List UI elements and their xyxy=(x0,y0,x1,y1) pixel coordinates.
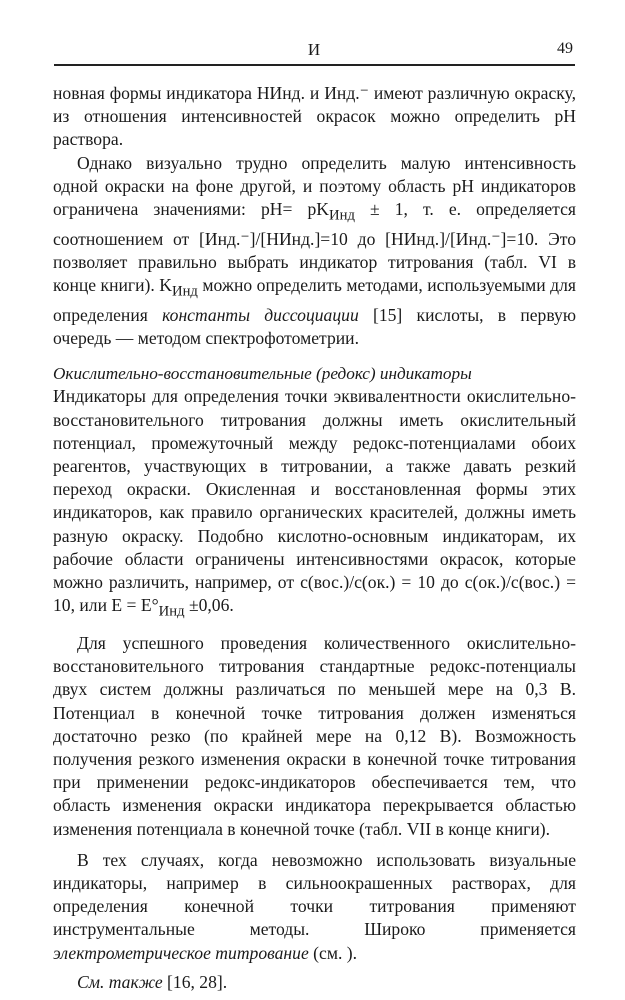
page-header xyxy=(54,38,575,66)
text-body xyxy=(53,82,576,994)
subscript-ind: Инд xyxy=(158,603,185,620)
italic-term: электрометрическое титрование xyxy=(53,942,309,963)
running-head: И xyxy=(307,40,322,59)
paragraph-2: Однако визуально трудно определить малую интенсивность одной окраски на фоне другой, и поэтому область pH индикаторов ограничена значениями: $pH= pK_{Инд} \pm 1$, т. е. определяется соотношением от [Инд.⁻]/[НИнд.]=10 до [НИнд.]/[Инд.⁻]=10. Это позволяет правильно выбрать индикатор титрования (табл. VI в конце книги). $K_{Инд}$ можно определить методами, используемыми для определения константы диссоциации [15] кислоты, в первую очередь — методом спектрофотометрии. xyxy=(53,152,576,349)
paragraph-3: Индикаторы для определения точки эквивалентности окислительно-восстановительного титрования должны иметь окислительный потенциал, промежуточный между редокс-потенциалами обоих реагентов, участвующих в титровании, а также давать резкий переход окраски. Окисленная и восстановленная формы этих индикаторов, как правило органических красителей, должны иметь разную окраску. Подобно кислотно-основным индикаторам, их рабочие области ограничены интенсивностями окрасок, которые можно различить, например, от c(вос.)/c(ок.) = 10 до c(ок.)/c(вос.) = 10, или $E = E^\circ_{Инд} \pm 0,06$. xyxy=(53,386,576,620)
paragraph-4: Для успешного проведения количественного окислительно-восстановительного титрования стандартные редокс-потенциалы двух систем должны различаться по меньшей мере на 0,3 В. Потенциал в конечной точке титрования должен изменяться достаточно резко (по крайней мере на 0,12 В). Возможность получения резкого изменения окраски в конечной точке титрования при применении редокс-индикаторов обеспечивается тем, что область изменения окраски индикатора перекрывается областью изменения потенциала в конечной точке (табл. VII в конце книги). xyxy=(53,633,576,839)
see-also-label: См. также xyxy=(77,971,163,992)
paragraph-5: В тех случаях, когда невозможно использовать визуальные индикаторы, например в сильноокрашенных растворах, для определения конечной точки титрования применяют инструментальные методы. Широко применяется электрометрическое титрование (см. ). xyxy=(53,849,576,963)
see-also xyxy=(53,971,576,994)
page-number: 49 xyxy=(557,40,573,57)
section-heading: Окислительно-восстановительные (редокс) индикаторы xyxy=(53,364,472,384)
paragraph-1: новная формы индикатора НИнд. и Инд.⁻ имеют различную окраску, из отношения интенсивностей окрасок можно определить pH раствора. xyxy=(53,83,576,150)
italic-term: константы диссоциации xyxy=(162,304,359,325)
subscript-ind: Инд xyxy=(172,283,198,300)
see-also-refs: [16, 28]. xyxy=(162,971,228,992)
subscript-ind: Инд xyxy=(329,207,355,224)
